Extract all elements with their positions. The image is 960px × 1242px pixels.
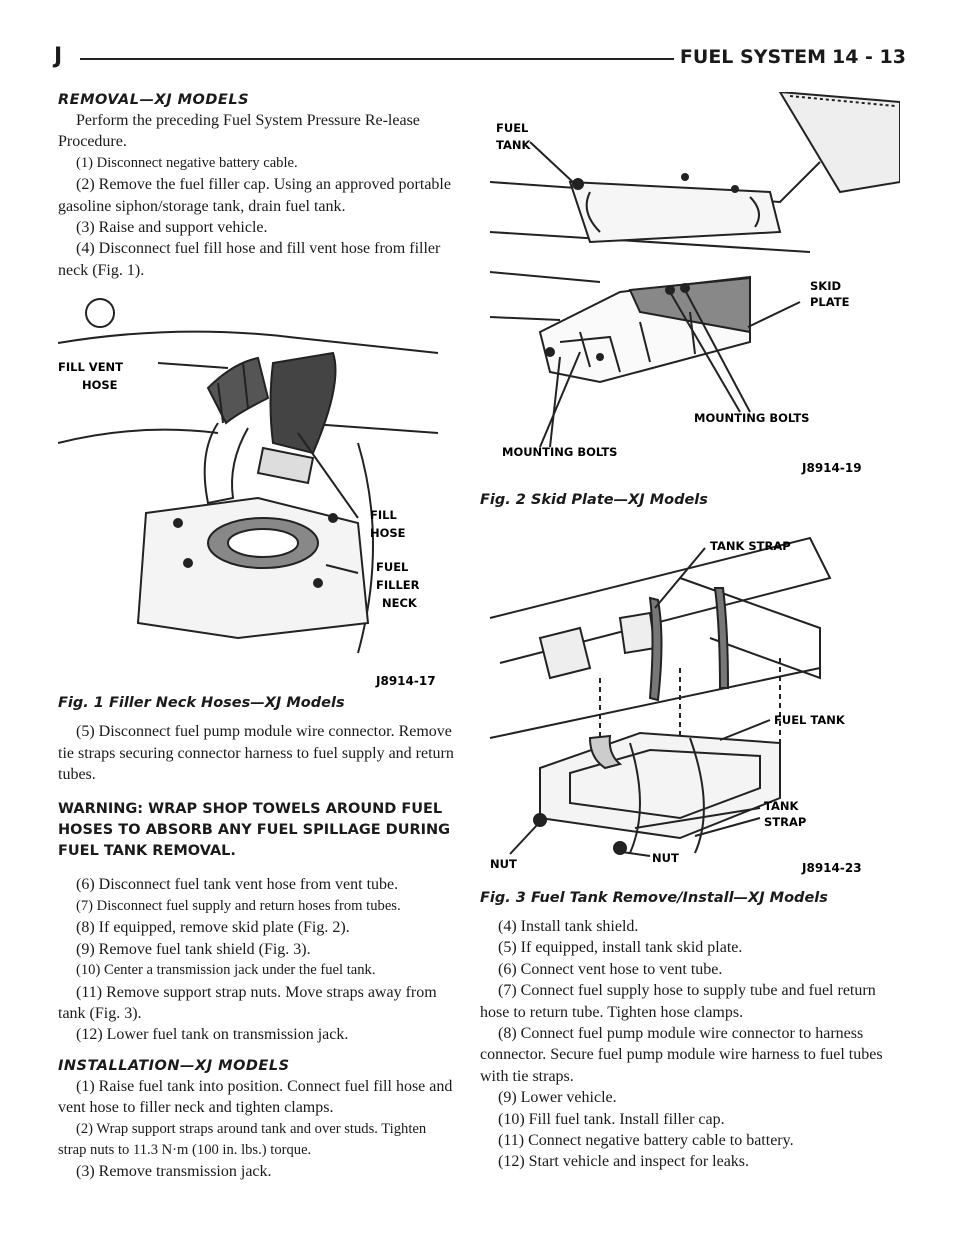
figure-2-code: J8914-19 <box>802 461 862 475</box>
removal-intro: Perform the preceding Fuel System Pressure Re-lease Procedure. <box>58 112 420 151</box>
installation-step: (3) Remove transmission jack. <box>76 1163 272 1181</box>
label-fuel-tank-2: TANK <box>496 138 531 152</box>
removal-step: (7) Disconnect fuel supply and return hoses from tubes. <box>76 897 401 914</box>
installation-step: (1) Raise fuel tank into position. Connect fuel fill hose and vent hose to filler neck and tighten clamps. <box>58 1077 453 1117</box>
installation-heading: INSTALLATION—XJ MODELS <box>58 1057 290 1074</box>
label-tank-strap: TANK <box>764 799 799 813</box>
figure-1-code: J8914-17 <box>376 674 436 689</box>
skid-plate-illustration <box>480 92 900 490</box>
removal-step: (12) Lower fuel tank on transmission jack. <box>76 1026 349 1044</box>
removal-step: (1) Disconnect negative battery cable. <box>76 154 298 171</box>
installation-step: (8) Connect fuel pump module wire connector to harness connector. Secure fuel pump module wire harness to fuel tubes with tie straps. <box>480 1025 883 1085</box>
installation-step: (9) Lower vehicle. <box>498 1089 617 1107</box>
label-fuel-tank: FUEL <box>496 121 529 135</box>
label-skid-plate-2: PLATE <box>810 295 850 309</box>
label-fill-hose: FILL <box>370 508 397 523</box>
header-letter: J <box>54 44 63 69</box>
removal-step: (8) If equipped, remove skid plate (Fig. 2). <box>76 919 350 937</box>
installation-step: (6) Connect vent hose to vent tube. <box>498 960 723 978</box>
fuel-tank-remove-install-illustration <box>480 518 900 888</box>
header-section-title: FUEL SYSTEM <box>679 46 826 68</box>
label-fuel-filler-neck-2: FILLER <box>376 578 420 593</box>
filler-neck-hoses-illustration <box>58 293 456 693</box>
figure-1 <box>58 293 456 711</box>
installation-step: (12) Start vehicle and inspect for leaks. <box>498 1153 750 1171</box>
warning-text: WARNING: WRAP SHOP TOWELS AROUND FUEL HOSES TO ABSORB ANY FUEL SPILLAGE DURING FUEL TANK REMOVAL. <box>58 801 451 860</box>
header-page-number: 14 - 13 <box>832 46 906 68</box>
right-column <box>480 92 900 1173</box>
label-fill-hose-2: HOSE <box>370 526 406 541</box>
removal-step: (6) Disconnect fuel tank vent hose from vent tube. <box>76 876 399 894</box>
removal-step: (3) Raise and support vehicle. <box>76 219 268 237</box>
figure-2 <box>480 92 900 508</box>
label-tank-strap-2: STRAP <box>764 815 807 829</box>
label-mounting-bolts-left: MOUNTING BOLTS <box>502 445 618 459</box>
installation-step: (7) Connect fuel supply hose to supply tube and fuel return hose to return tube. Tighten hose clamps. <box>480 982 876 1021</box>
header-rule <box>80 58 674 60</box>
label-fuel-filler-neck: FUEL <box>376 560 409 575</box>
left-column <box>58 92 456 1183</box>
installation-step: (2) Wrap support straps around tank and over studs. Tighten strap nuts to 11.3 N·m (100 in. lbs.) torque. <box>58 1120 427 1158</box>
removal-step: (4) Disconnect fuel fill hose and fill vent hose from filler neck (Fig. 1). <box>58 240 441 279</box>
label-fuel-tank: FUEL TANK <box>774 713 845 727</box>
figure-1-caption: Fig. 1 Filler Neck Hoses—XJ Models <box>58 695 345 712</box>
figure-3-code: J8914-23 <box>802 861 862 875</box>
installation-step: (10) Fill fuel tank. Install filler cap. <box>498 1110 725 1128</box>
label-mounting-bolts-right: MOUNTING BOLTS <box>694 411 810 425</box>
removal-step: (2) Remove the fuel filler cap. Using an approved portable gasoline siphon/storage tank, drain fuel tank. <box>58 176 451 215</box>
label-fill-vent-hose: FILL VENT <box>58 360 124 375</box>
removal-heading: REMOVAL—XJ MODELS <box>58 92 250 108</box>
removal-step: (9) Remove fuel tank shield (Fig. 3). <box>76 940 311 958</box>
installation-step: (11) Connect negative battery cable to battery. <box>498 1132 794 1150</box>
removal-step: (5) Disconnect fuel pump module wire connector. Remove tie straps securing connector harness to fuel supply and return tubes. <box>58 723 454 784</box>
installation-step: (4) Install tank shield. <box>498 918 639 935</box>
label-nut-right: NUT <box>652 851 679 865</box>
label-tank-strap-top: TANK STRAP <box>710 539 791 553</box>
figure-3-caption: Fig. 3 Fuel Tank Remove/Install—XJ Models <box>480 890 828 906</box>
removal-step: (11) Remove support strap nuts. Move straps away from tank (Fig. 3). <box>58 983 437 1022</box>
label-skid-plate: SKID <box>810 279 842 293</box>
label-fill-vent-hose-2: HOSE <box>82 378 118 393</box>
removal-step: (10) Center a transmission jack under the fuel tank. <box>76 962 376 979</box>
label-fuel-filler-neck-3: NECK <box>382 596 417 611</box>
label-nut-left: NUT <box>490 857 517 871</box>
installation-step: (5) If equipped, install tank skid plate. <box>498 939 743 957</box>
figure-2-caption: Fig. 2 Skid Plate—XJ Models <box>480 492 708 508</box>
figure-3 <box>480 518 900 906</box>
page-header <box>54 44 906 74</box>
